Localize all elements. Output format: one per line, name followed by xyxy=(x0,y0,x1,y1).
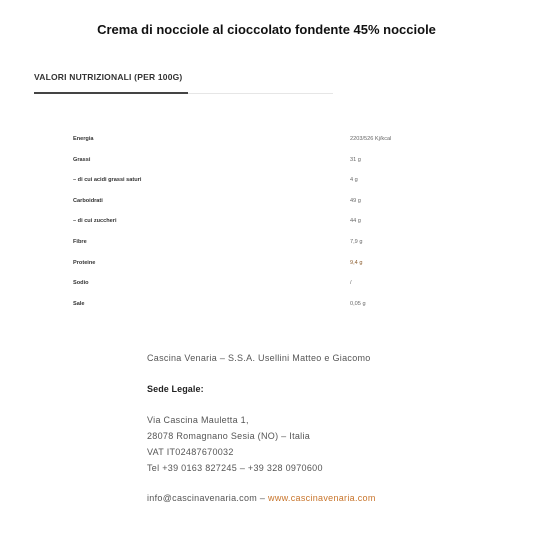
table-row xyxy=(73,174,403,195)
table-row xyxy=(73,257,403,278)
table-row xyxy=(73,215,403,236)
company-footer xyxy=(147,352,376,505)
nutrient-name: Energia xyxy=(73,136,94,142)
table-row xyxy=(73,277,403,298)
nutrient-value: 49 g xyxy=(350,197,361,204)
nutrient-value: 9,4 g xyxy=(350,259,363,266)
nutrient-name: Sodio xyxy=(73,280,89,287)
website-link[interactable]: www.cascinavenaria.com xyxy=(268,493,376,503)
tab-active-underline xyxy=(34,92,188,94)
email-link[interactable]: info@cascinavenaria.com xyxy=(147,493,258,503)
nutrient-value: 44 g xyxy=(350,218,361,225)
nutrient-value: 4 g xyxy=(350,177,358,184)
address-line: 28078 Romagnano Sesia (NO) – Italia xyxy=(147,431,311,441)
company-name: Cascina Venaria – S.S.A. Usellini Matteo e Giacomo xyxy=(147,353,371,363)
nutrient-value: 0,05 g xyxy=(350,300,366,307)
table-row xyxy=(73,154,403,175)
vat-number: VAT IT02487670032 xyxy=(147,447,234,457)
nutrient-name: – di cui zuccheri xyxy=(73,218,117,225)
table-row xyxy=(73,195,403,216)
contact-separator: – xyxy=(257,493,269,503)
table-row xyxy=(73,133,403,154)
nutrient-name: Fibre xyxy=(73,238,87,245)
nutrient-name: Carboidrati xyxy=(73,197,103,204)
nutrient-value: / xyxy=(350,280,352,287)
address-line: Via Cascina Mauletta 1, xyxy=(147,415,249,425)
tab-nutrition[interactable]: VALORI NUTRIZIONALI (PER 100G) xyxy=(34,72,183,82)
phone-numbers: Tel +39 0163 827245 – +39 328 0970600 xyxy=(147,463,323,473)
nutrient-name: Grassi xyxy=(73,156,91,163)
legal-heading: Sede Legale: xyxy=(147,384,204,394)
table-row xyxy=(73,298,403,319)
nutrition-table xyxy=(73,133,403,318)
nutrient-value: 2203/526 Kj/kcal xyxy=(350,136,392,142)
table-row xyxy=(73,236,403,257)
tab-divider xyxy=(188,93,333,94)
nutrient-name: Proteine xyxy=(73,259,96,266)
nutrient-name: Sale xyxy=(73,300,85,307)
product-title: Crema di nocciole al cioccolato fondente 45% nocciole xyxy=(97,22,436,37)
nutrient-value: 31 g xyxy=(350,156,361,163)
nutrient-name: – di cui acidi grassi saturi xyxy=(73,177,142,184)
nutrient-value: 7,9 g xyxy=(350,238,363,245)
